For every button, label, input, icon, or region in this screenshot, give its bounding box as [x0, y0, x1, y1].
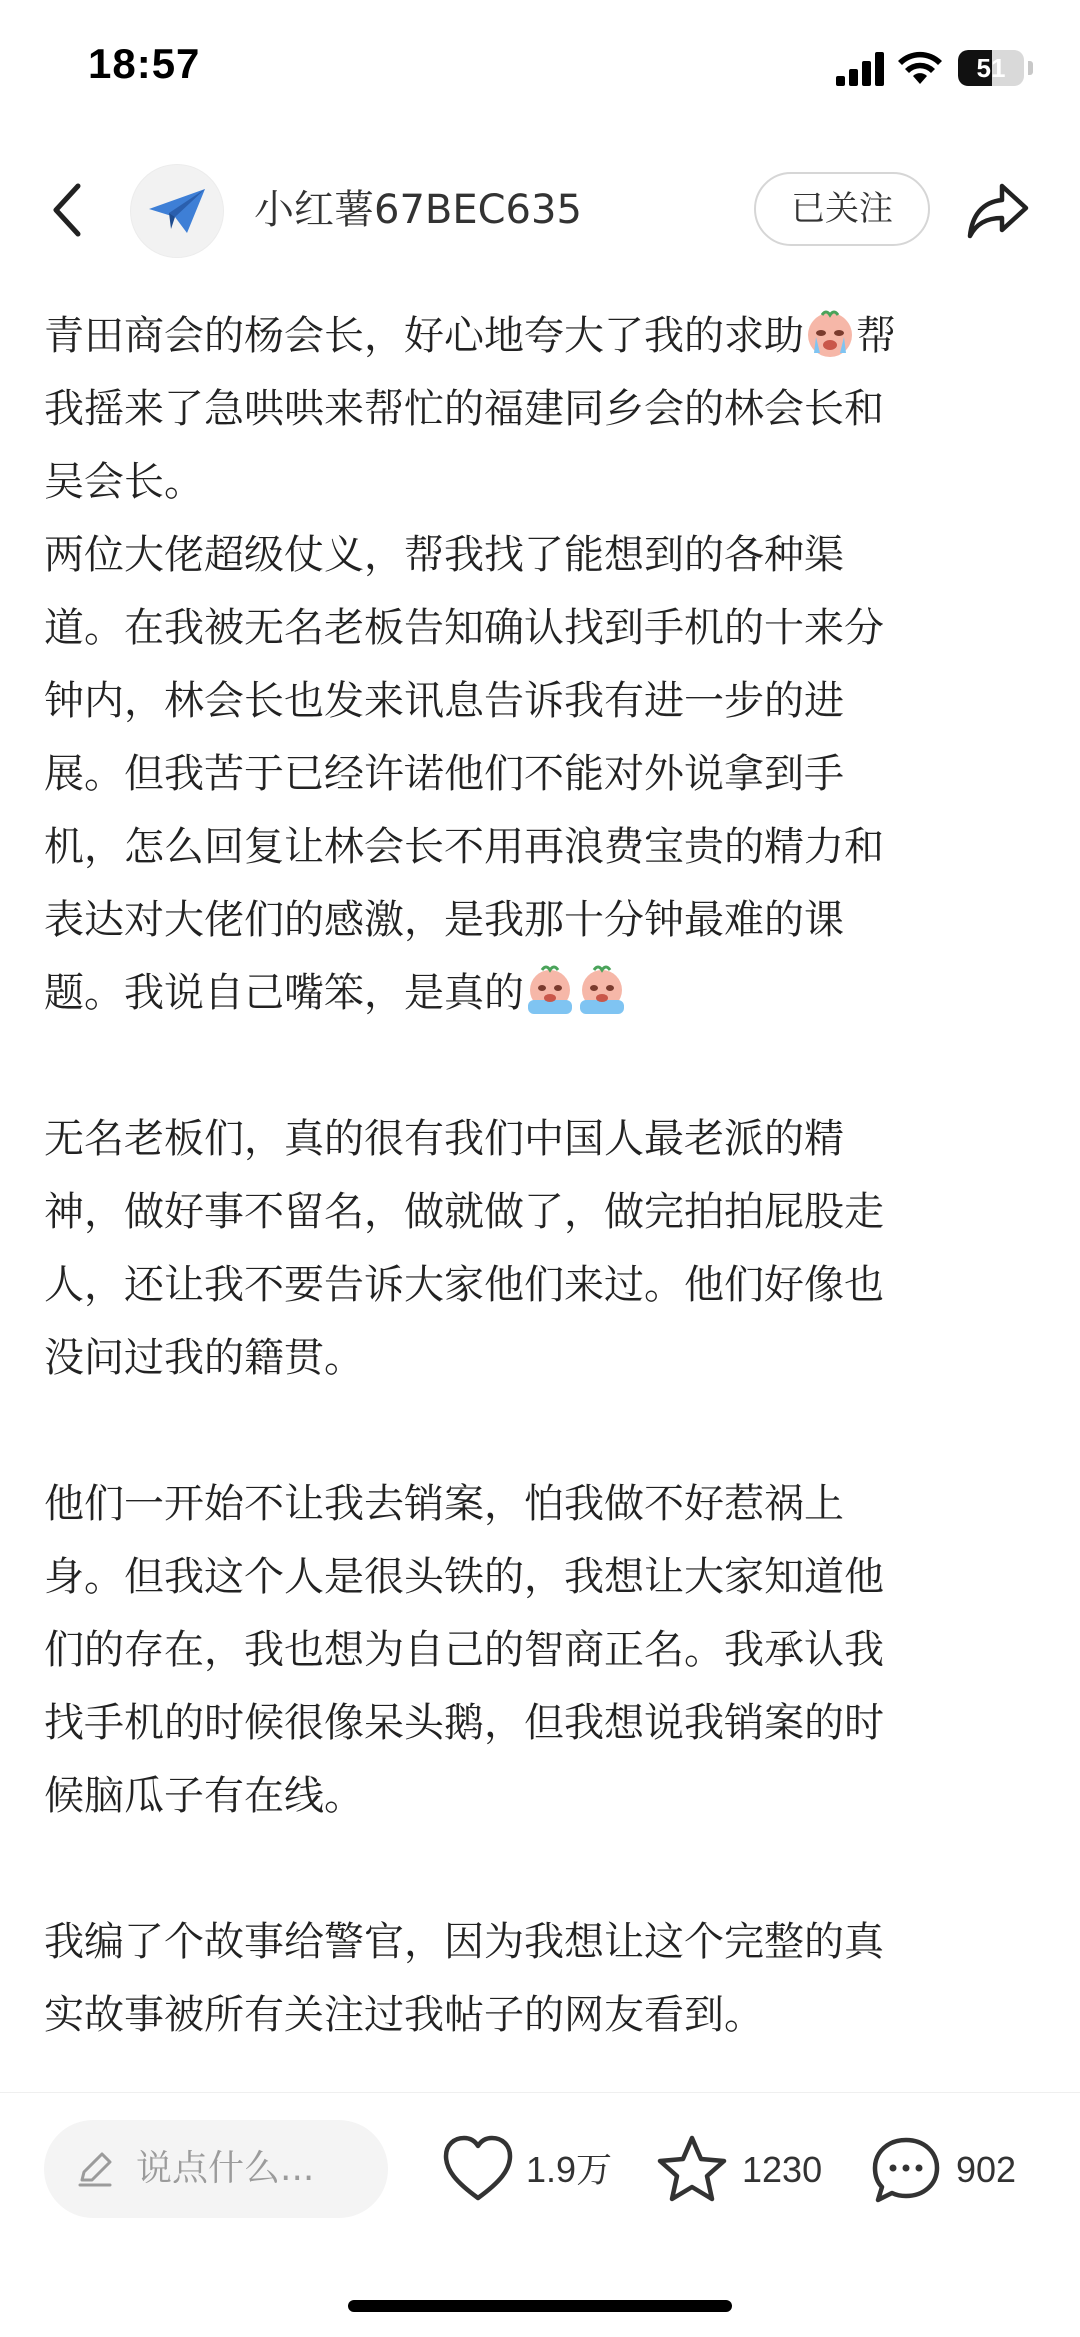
comment-count: 902 [956, 2149, 1017, 2190]
content-line: 我摇来了急哄哄来帮忙的福建同乡会的林会长和 [44, 386, 884, 432]
content-line: 他们一开始不让我去销案，怕我做不好惹祸上 [44, 1481, 844, 1527]
content-line: 题。我说自己嘴笨，是真的 [44, 957, 1044, 1030]
content-line: 无名老板们，真的很有我们中国人最老派的精 [44, 1116, 844, 1162]
author-name[interactable]: 小红薯67BEC635 [254, 187, 582, 233]
share-arrow-icon[interactable] [966, 178, 1030, 242]
like-count: 1.9万 [526, 2149, 613, 2190]
content-line: 们的存在，我也想为自己的智商正名。我承认我 [44, 1627, 884, 1673]
comment-input[interactable] [44, 2120, 388, 2218]
collect-count: 1230 [742, 2149, 823, 2190]
avatar[interactable] [130, 164, 224, 258]
content-line: 人，还让我不要告诉大家他们来过。他们好像也 [44, 1262, 884, 1308]
pencil-icon [76, 2150, 114, 2188]
comment-button[interactable] [870, 2128, 1050, 2212]
post-content [44, 300, 1044, 2052]
home-indicator[interactable] [348, 2300, 732, 2312]
content-line: 没问过我的籍贯。 [44, 1335, 364, 1381]
battery-cap [1028, 61, 1033, 75]
content-line: 身。但我这个人是很头铁的，我想让大家知道他 [44, 1554, 884, 1600]
content-line: 展。但我苦于已经许诺他们不能对外说拿到手 [44, 751, 844, 797]
crying-emoji-icon [524, 964, 576, 1016]
chat-bubble-icon [870, 2134, 942, 2206]
content-line: 神，做好事不留名，做就做了，做完拍拍屁股走 [44, 1189, 884, 1235]
star-icon [656, 2134, 728, 2204]
follow-button[interactable]: 已关注 [754, 172, 930, 246]
collect-button[interactable] [656, 2128, 836, 2212]
content-line: 机，怎么回复让林会长不用再浪费宝贵的精力和 [44, 824, 884, 870]
content-line: 道。在我被无名老板告知确认找到手机的十来分 [44, 605, 884, 651]
content-line: 钟内，林会长也发来讯息告诉我有进一步的进 [44, 678, 844, 724]
battery-icon [958, 50, 1024, 86]
content-line: 吴会长。 [44, 459, 204, 505]
bottom-divider [0, 2092, 1080, 2093]
content-line: 青田商会的杨会长，好心地夸大了我的求助 帮 [44, 300, 1044, 373]
heart-icon [442, 2134, 514, 2204]
content-line: 找手机的时候很像呆头鹅，但我想说我销案的时 [44, 1700, 884, 1746]
content-line: 我编了个故事给警官，因为我想让这个完整的真 [44, 1919, 884, 1965]
content-line: 表达对大佬们的感激，是我那十分钟最难的课 [44, 897, 844, 943]
wifi-icon [896, 50, 944, 86]
comment-placeholder: 说点什么... [136, 2148, 315, 2189]
paper-plane-icon [147, 187, 207, 235]
crying-emoji-icon [576, 964, 628, 1016]
content-line: 候脑瓜子有在线。 [44, 1773, 364, 1819]
chevron-left-icon[interactable] [44, 178, 94, 242]
content-line: 实故事被所有关注过我帖子的网友看到。 [44, 1992, 764, 2038]
signal-icon [836, 52, 886, 86]
content-line: 两位大佬超级仗义，帮我找了能想到的各种渠 [44, 532, 844, 578]
status-bar [0, 0, 1080, 140]
post-header [0, 150, 1080, 270]
battery-level: 51 [976, 53, 1006, 83]
crying-emoji-icon [804, 307, 856, 359]
status-time: 18:57 [88, 40, 201, 87]
like-button[interactable] [442, 2128, 622, 2212]
